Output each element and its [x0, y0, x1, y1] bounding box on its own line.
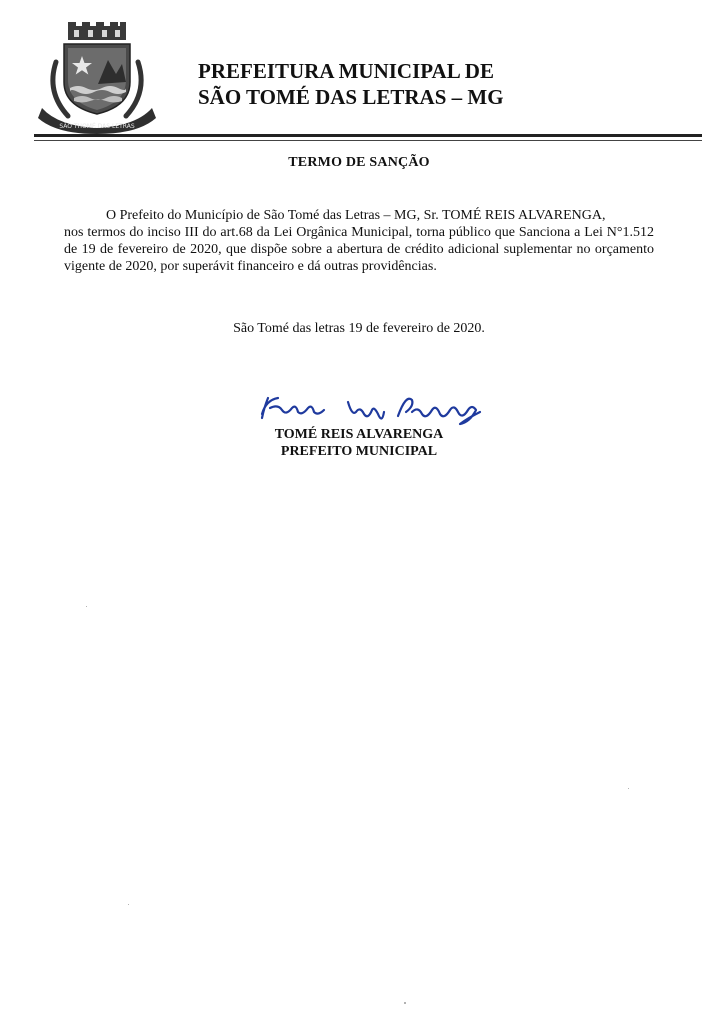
scan-speck: [628, 788, 629, 789]
municipal-crest-logo: [38, 22, 156, 134]
scan-speck: [86, 606, 87, 607]
crest-motto-text: SÃO THOMÉ DAS LETRAS: [59, 123, 135, 130]
header-line-1: PREFEITURA MUNICIPAL DE: [198, 59, 494, 83]
signatory-role: PREFEITO MUNICIPAL: [280, 444, 438, 459]
header-line-2: SÃO TOMÉ DAS LETRAS – MG: [198, 85, 504, 109]
document-title: TERMO DE SANÇÃO: [288, 155, 430, 170]
header-divider-thick: [34, 134, 702, 137]
scan-speck: [128, 904, 129, 905]
handwritten-signature: [256, 390, 486, 426]
scan-speck: [404, 1002, 406, 1004]
date-line: São Tomé das letras 19 de fevereiro de 2020.: [233, 321, 485, 336]
header-divider-thin: [34, 140, 702, 141]
body-paragraph-rest: nos termos do inciso III do art.68 da Lei Orgânica Municipal, torna público que Sanciona a Lei N°1.512 de 19 de fevereiro de 2020, que dispõe sobre a abertura de crédito adicional suplementar no orçamento vigente de 2020, por superávit financeiro e dá outras providências.: [64, 225, 654, 274]
body-paragraph-first-line: O Prefeito do Município de São Tomé das Letras – MG, Sr. TOMÉ REIS ALVARENGA,: [106, 208, 606, 223]
body-paragraph: [64, 207, 654, 275]
signatory-block: [0, 426, 718, 460]
header-title: [198, 58, 504, 110]
signatory-name: TOMÉ REIS ALVARENGA: [274, 427, 444, 442]
